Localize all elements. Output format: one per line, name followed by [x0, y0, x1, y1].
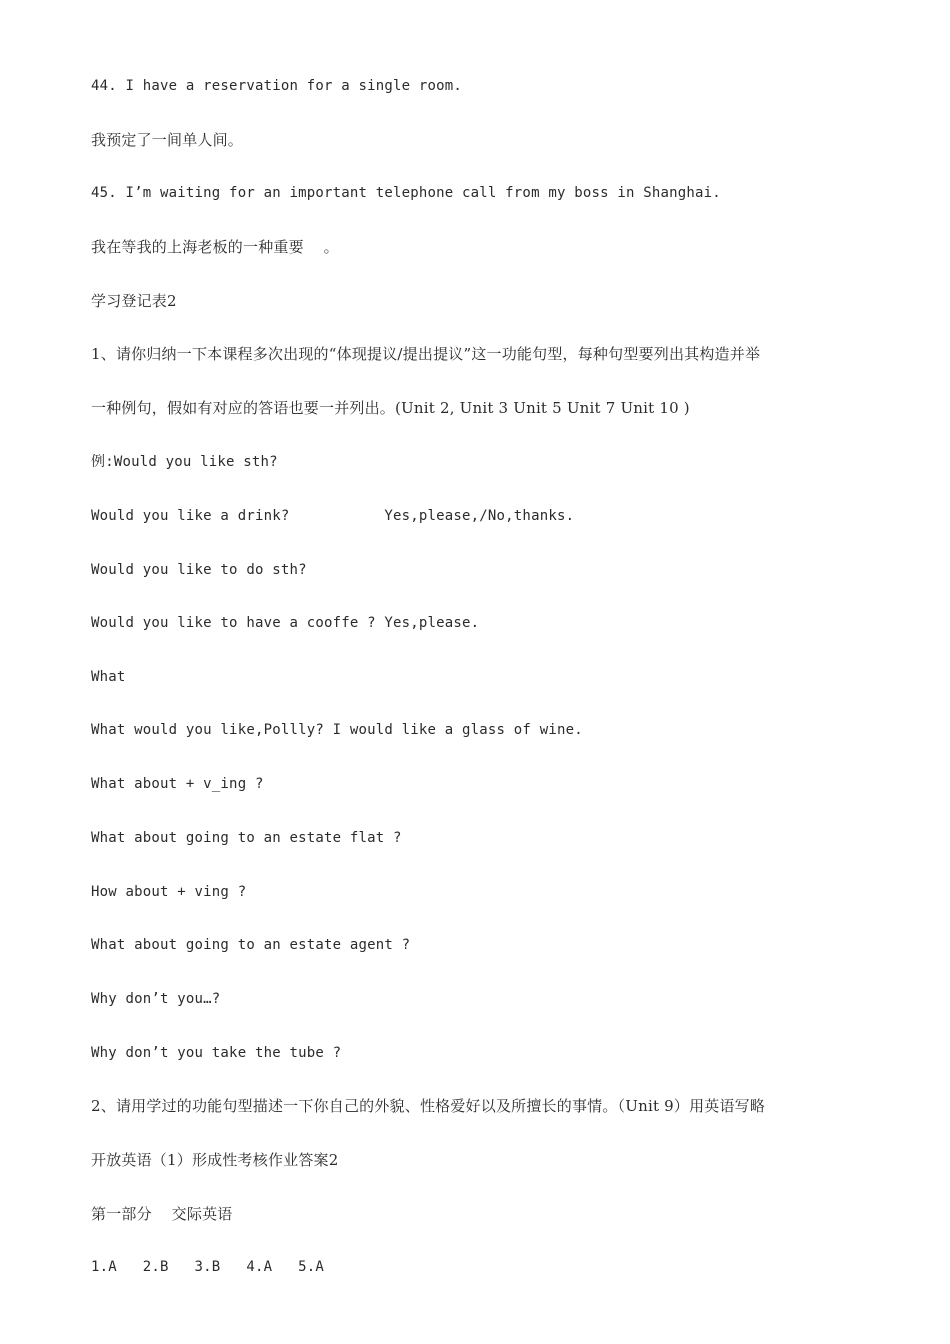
question-1-line-1: 1、请你归纳一下本课程多次出现的“体现提议/提出提议”这一功能句型，每种句型要列出其构造并举: [91, 345, 761, 363]
example-sentence-3: What would you like,Pollly? I would like a glass of wine.: [91, 722, 583, 738]
example-sentence-6: Why don’t you take the tube ?: [91, 1045, 342, 1061]
example-pattern-6: Why don’t you…?: [91, 991, 221, 1007]
sentence-45-english: 45. I’m waiting for an important telephone call from my boss in Shanghai.: [91, 185, 721, 201]
section-heading-study-log-2: 学习登记表2: [91, 292, 177, 310]
question-1-line-2: 一种例句，假如有对应的答语也要一并列出。(Unit 2, Unit 3 Unit 5 Unit 7 Unit 10 ): [91, 399, 690, 417]
example-sentence-5: What about going to an estate agent ?: [91, 937, 411, 953]
question-2: 2、请用学过的功能句型描述一下你自己的外貌、性格爱好以及所擅长的事情。（Unit 9）用英语写略: [91, 1097, 766, 1115]
example-sentence-2: Would you like to have a cooffe ? Yes,please.: [91, 615, 480, 631]
sentence-44-english: 44. I have a reservation for a single room.: [91, 78, 463, 94]
example-pattern-3: What: [91, 669, 126, 685]
sentence-45-chinese: 我在等我的上海老板的一种重要 。: [91, 238, 339, 256]
example-pattern-1: 例:Would you like sth?: [91, 454, 278, 470]
example-sentence-4: What about going to an estate flat ?: [91, 830, 402, 846]
answer-key-row: 1.A 2.B 3.B 4.A 5.A: [91, 1259, 324, 1275]
example-pattern-2: Would you like to do sth?: [91, 562, 307, 578]
answer-section-title: 开放英语（1）形成性考核作业答案2: [91, 1151, 339, 1169]
example-sentence-1: Would you like a drink? Yes,please,/No,thanks.: [91, 508, 575, 524]
example-pattern-4: What about + v_ing ?: [91, 776, 264, 792]
example-pattern-5: How about + ving ?: [91, 884, 247, 900]
part-one-heading: 第一部分 交际英语: [91, 1205, 233, 1223]
sentence-44-chinese: 我预定了一间单人间。: [91, 131, 244, 149]
